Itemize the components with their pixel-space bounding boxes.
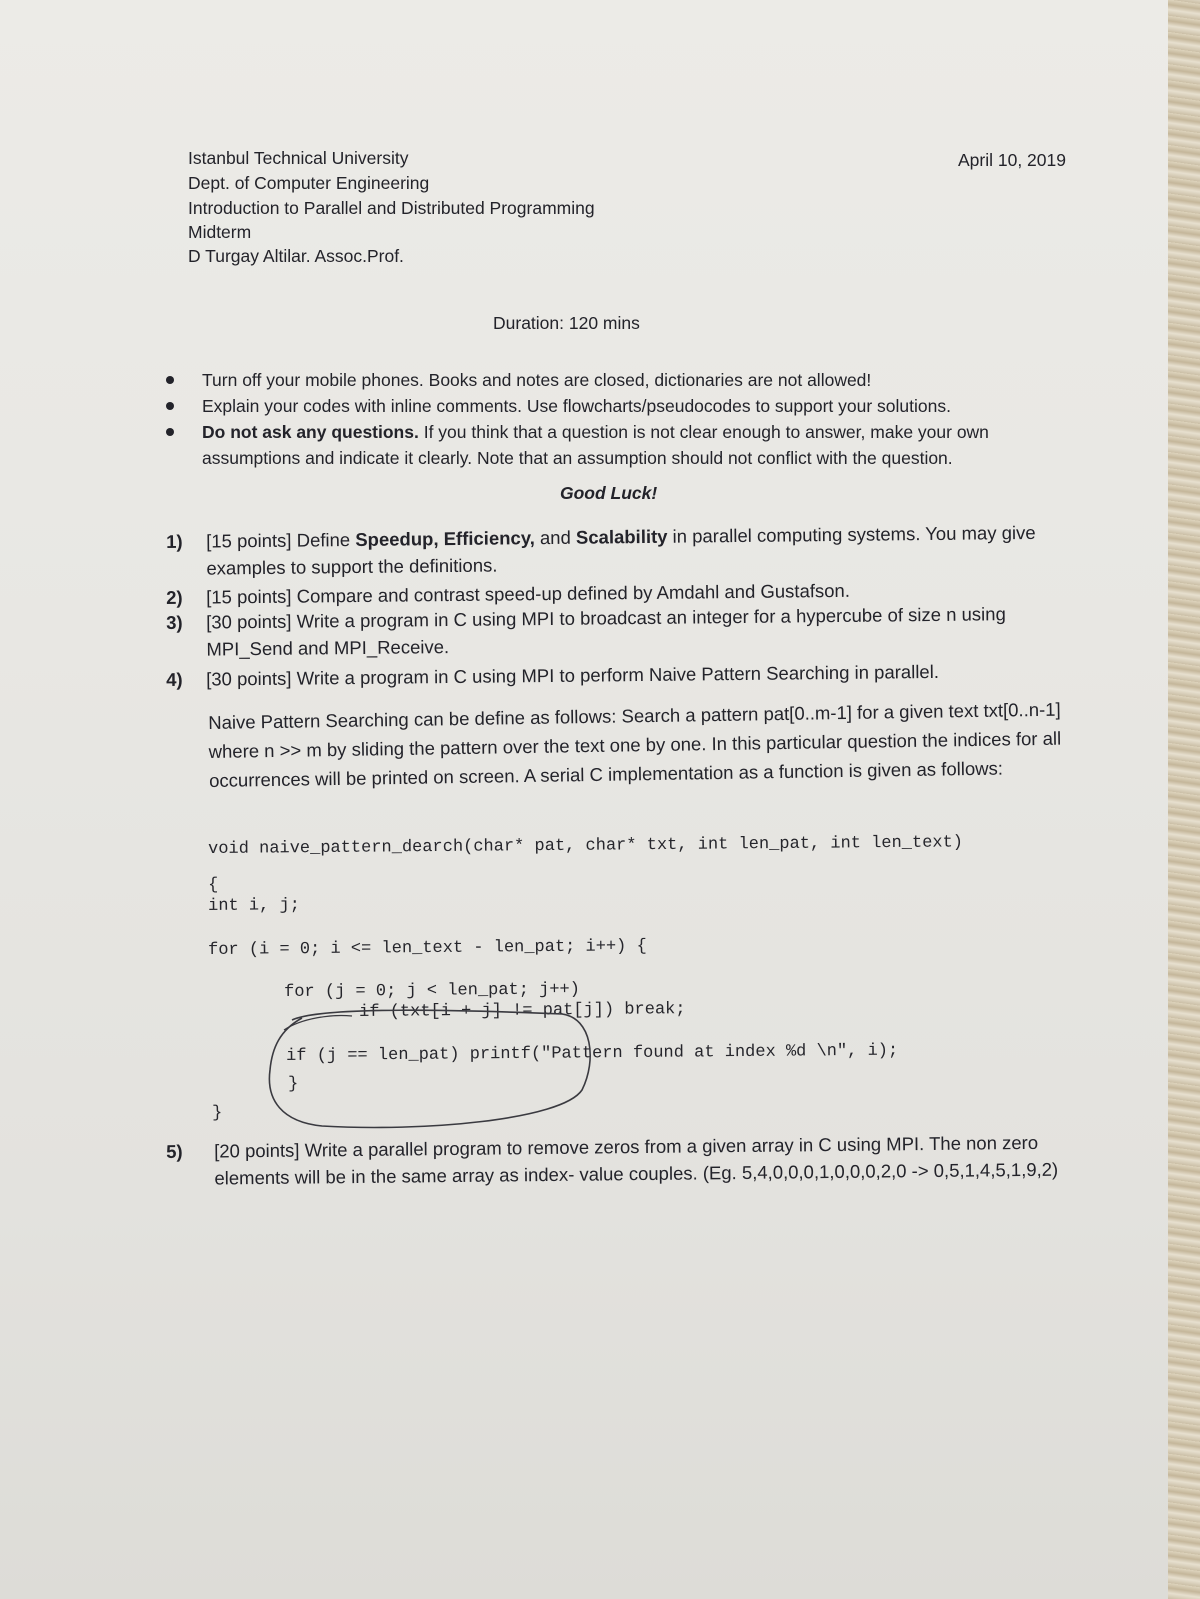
rules-list bbox=[166, 367, 1086, 471]
code-line-outer-loop: for (i = 0; i <= len_text - len_pat; i++) { bbox=[208, 937, 647, 960]
question-number: 4) bbox=[166, 668, 183, 690]
bullet-icon bbox=[166, 376, 174, 384]
question-2: 2) [15 points] Compare and contrast speed-up defined by Amdahl and Gustafson. bbox=[166, 574, 1086, 611]
background-surface bbox=[1168, 0, 1200, 1599]
exam-date: April 10, 2019 bbox=[958, 150, 1066, 170]
header-university: Istanbul Technical University bbox=[188, 148, 409, 168]
code-line-close-function: } bbox=[212, 1103, 223, 1123]
handwritten-circle-mark bbox=[262, 1000, 622, 1140]
question-5: 5) [20 points] Write a parallel program to remove zeros from a given array in C using MPI. The non zero elements will be in the same array as index- value couples. (Eg. 5,4,0,0,0,1,0,0,0,2,0 -> 0,5,1,4,5,1,9,2) bbox=[166, 1131, 1059, 1189]
rule-item: Do not ask any questions. If you think that a question is not clear enough to answer, make your own assumptions and indicate it clearly. Note that an assumption should not conflict with the question. bbox=[166, 419, 1086, 471]
bullet-icon bbox=[166, 428, 174, 436]
exam-duration: Duration: 120 mins bbox=[493, 313, 640, 333]
rule-item: Explain your codes with inline comments. Use flowcharts/pseudocodes to support your solutions. bbox=[166, 393, 1086, 419]
code-line-print-match: if (j == len_pat) printf("Pattern found at index %d \n", i); bbox=[286, 1041, 899, 1066]
header-department: Dept. of Computer Engineering bbox=[188, 173, 430, 193]
header-exam-type: Midterm bbox=[188, 222, 252, 242]
good-luck-note: Good Luck! bbox=[560, 483, 658, 503]
code-line-signature: void naive_pattern_dearch(char* pat, char* txt, int len_pat, int len_text) bbox=[208, 833, 964, 859]
question-4-description: Naive Pattern Searching can be define as follows: Search a pattern pat[0..m-1] for a given text txt[0..n-1] where n >> m by sliding the pattern over the text one by one. In this particular question the indices for all occurrences will be printed on screen. A serial C implementation as a function is given as follows: bbox=[208, 698, 1062, 791]
code-line-close-loop: } bbox=[288, 1074, 299, 1094]
question-4: 4) [30 points] Write a program in C using MPI to perform Naive Pattern Searching in parallel. bbox=[166, 656, 1086, 693]
question-number: 5) bbox=[166, 1140, 183, 1162]
question-1: 1) [15 points] Define Speedup, Efficiency, and Scalability in parallel computing systems. You may give examples to support the definitions. bbox=[166, 521, 1036, 579]
header-course: Introduction to Parallel and Distributed Programming bbox=[188, 198, 595, 218]
question-number: 3) bbox=[166, 611, 183, 633]
code-line-open-brace: { bbox=[208, 875, 219, 895]
question-3: 3) [30 points] Write a program in C using MPI to broadcast an integer for a hypercube of size n using MPI_Send and MPI_Receive. bbox=[166, 603, 1006, 660]
header-instructor: D Turgay Altilar. Assoc.Prof. bbox=[188, 246, 404, 266]
question-number: 1) bbox=[166, 530, 183, 552]
code-line-declaration: int i, j; bbox=[208, 896, 300, 916]
code-line-inner-loop: for (j = 0; j < len_pat; j++) bbox=[284, 980, 581, 1002]
bullet-icon bbox=[166, 402, 174, 410]
rule-item: Turn off your mobile phones. Books and notes are closed, dictionaries are not allowed! bbox=[166, 367, 1086, 393]
code-line-break-check: if (txt[i + j] != pat[j]) break; bbox=[359, 1000, 686, 1022]
question-number: 2) bbox=[166, 586, 183, 608]
